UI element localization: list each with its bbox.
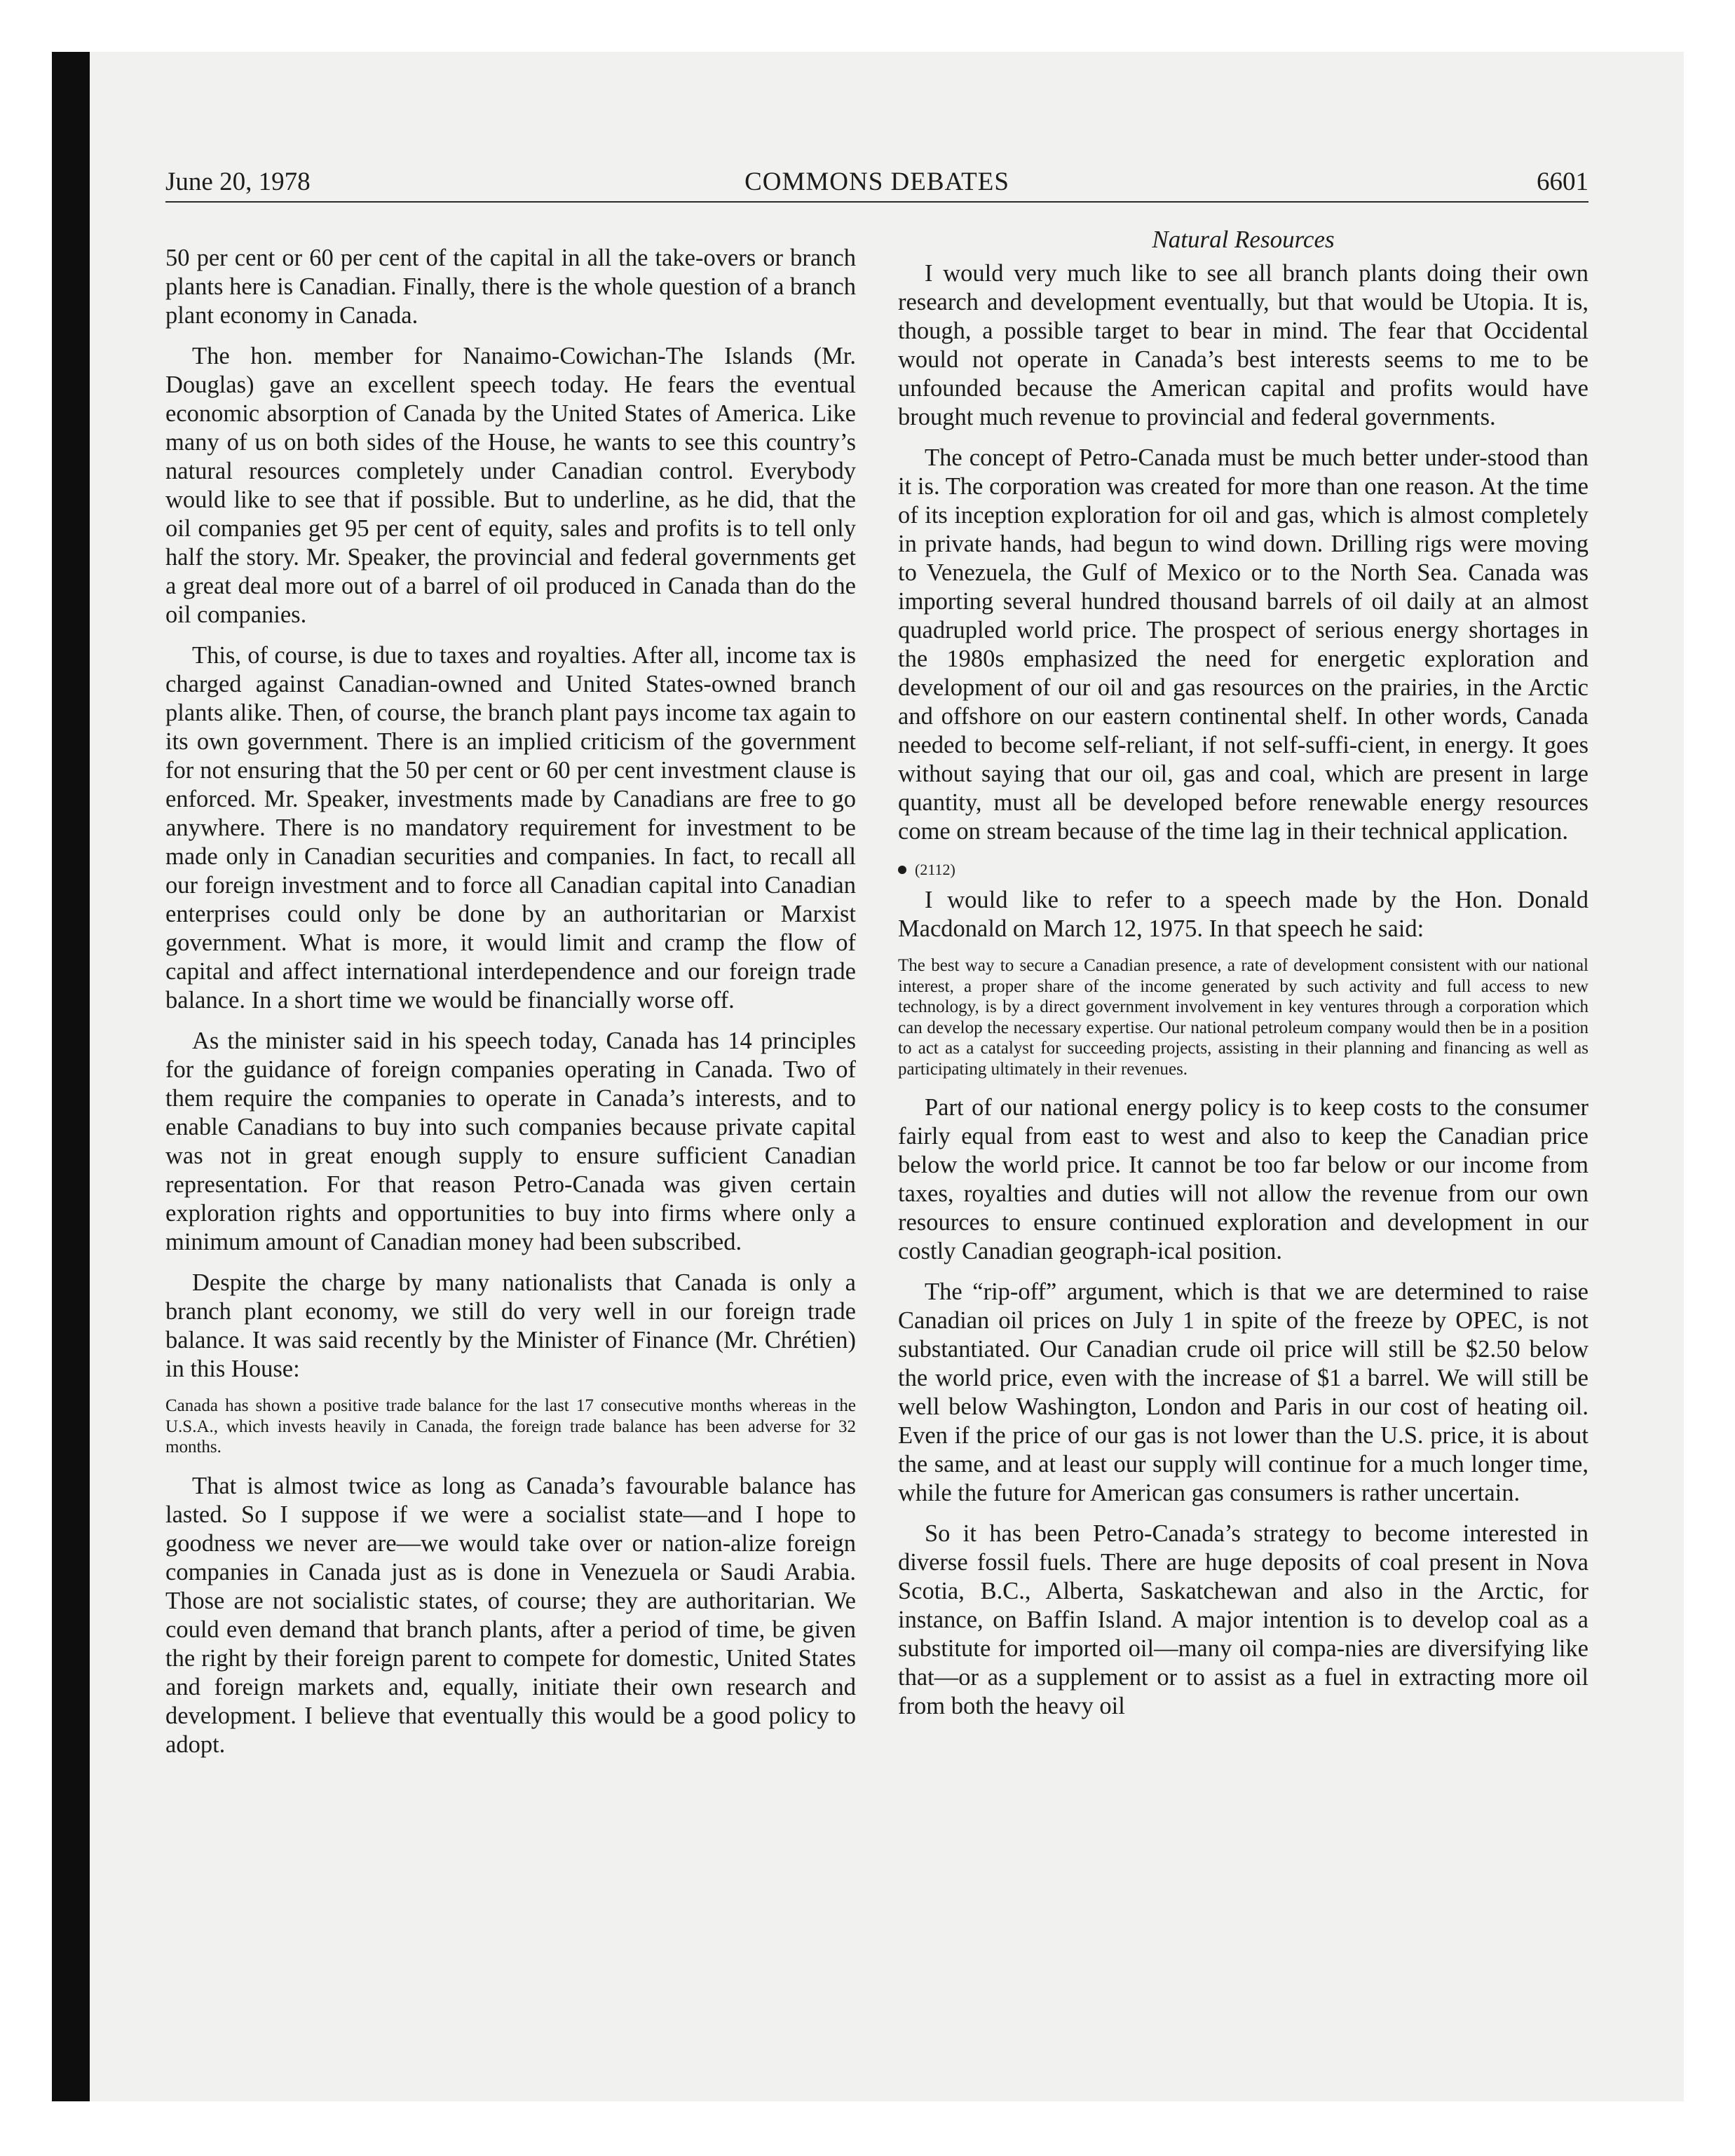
bullet-icon — [898, 866, 906, 874]
page-header — [165, 164, 1588, 200]
paragraph: As the minister said in his speech today, Canada has 14 principles for the guidance of foreign companies operating in Canada. Two of them require the companies to operate in Canada’s interests, and to enable Canadians to buy into such companies because private capital was not in great enough supply to ensure sufficient Canadian representation. For that reason Petro-Canada was given certain exploration rights and opportunities to buy into firms where only a minimum amount of Canadian money had been subscribed. — [165, 1028, 856, 1255]
paragraph: So it has been Petro-Canada’s strategy to become interested in diverse fossil fuels. There are huge deposits of coal present in Nova Scotia, B.C., Alberta, Saskatchewan and also in the Arctic, for instance, on Baffin Island. A major intention is to develop coal as a substitute for imported oil—many oil compa-nies are diversifying like that—or as a supplement or to assist as a fuel in extracting more oil from both the heavy oil — [898, 1520, 1588, 1719]
scan-binding-edge — [52, 52, 90, 2101]
header-title: COMMONS DEBATES — [744, 168, 1009, 196]
time-stamp-text: (2112) — [915, 861, 955, 878]
right-column — [898, 224, 1588, 1733]
section-title: Natural Resources — [1152, 226, 1335, 253]
paragraph: The concept of Petro-Canada must be much better under-stood than it is. The corporation was created for more than one reason. At the time of its inception exploration for oil and gas, which is almost completely in private hands, had begun to wind down. Drilling rigs were moving to Venezuela, the Gulf of Mexico or to the North Sea. Canada was importing several hundred thousand barrels of oil daily at an almost quadrupled world price. The prospect of serious energy shortages in the 1980s emphasized the need for energetic exploration and development of our oil and gas resources on the prairies, in the Arctic and offshore on our eastern continental shelf. In other words, Canada needed to become self-reliant, if not self-suffi-cient, in energy. It goes without saying that our oil, gas and coal, which are present in large quantity, must all be developed before renewable energy resources come on stream because of the time lag in their technical application. — [898, 444, 1588, 845]
paragraph: This, of course, is due to taxes and royalties. After all, income tax is charged against Canadian-owned and United States-owned branch plants alike. Then, of course, the branch plant pays income tax again to its own government. There is an implied criticism of the government for not ensuring that the 50 per cent or 60 per cent investment clause is enforced. Mr. Speaker, investments made by Canadians are free to go anywhere. There is no mandatory requirement for investment to be made only in Canadian securities and companies. In fact, to recall all our foreign investment and to force all Canadian capital into Canadian enterprises could only be done by an authoritarian or Marxist government. What is more, it would limit and cramp the flow of capital and affect international interdependence and our foreign trade balance. In a short time we would be financially worse off. — [165, 642, 856, 1014]
header-date: June 20, 1978 — [165, 168, 311, 196]
paragraph: That is almost twice as long as Canada’s favourable balance has lasted. So I suppose if we were a socialist state—and I hope to goodness we never are—we would take over or nation-alize foreign companies in Canada just as is done in Venezuela or Saudi Arabia. Those are not socialistic states, of course; they are authoritarian. We could even demand that branch plants, after a period of time, be given the right by their foreign parent to compete for domestic, United States and foreign markets and, equally, initiate their own research and development. I believe that eventually this would be a good policy to adopt. — [165, 1472, 856, 1758]
paragraph: Part of our national energy policy is to keep costs to the consumer fairly equal from east to west and also to keep the Canadian price below the world price. It cannot be too far below or our income from taxes, royalties and duties will not allow the revenue from our own resources to ensure continued exploration and development in our costly Canadian geograph-ical position. — [898, 1094, 1588, 1264]
paragraph: The “rip-off” argument, which is that we are determined to raise Canadian oil prices on July 1 in spite of the freeze by OPEC, is not substantiated. Our Canadian crude oil price will still be $2.50 below the world price, even with the increase of $1 a barrel. We will still be well below Washington, London and Paris in our cost of heating oil. Even if the price of our gas is not lower than the U.S. price, it is about the same, and at least our supply will continue for a much longer time, while the future for American gas consumers is rather uncertain. — [898, 1278, 1588, 1506]
block-quote: Canada has shown a positive trade balance for the last 17 consecutive months whereas in the U.S.A., which invests heavily in Canada, the foreign trade balance has been adverse for 32 months. — [165, 1396, 856, 1456]
paragraph: 50 per cent or 60 per cent of the capital in all the take-overs or branch plants here is Canadian. Finally, there is the whole question of a branch plant economy in Canada. — [165, 245, 856, 329]
block-quote: The best way to secure a Canadian presence, a rate of development consistent with our national interest, a proper share of the income generated by such activity and full access to new technology, is by a direct government involvement in key ventures through a corporation which can develop the necessary expertise. Our national petroleum company would then be in a position to act as a catalyst for succeeding projects, assisting in their planning and financing as well as participating ultimately in their revenues. — [898, 956, 1588, 1079]
time-stamp — [898, 858, 1588, 882]
header-page-number: 6601 — [1537, 168, 1588, 196]
left-column — [165, 244, 856, 1771]
paragraph: The hon. member for Nanaimo-Cowichan-The Islands (Mr. Douglas) gave an excellent speech today. He fears the eventual economic absorption of Canada by the United States of America. Like many of us on both sides of the House, he wants to see this country’s natural resources completely under Canadian control. Everybody would like to see that if possible. But to underline, as he did, that the oil companies get 95 per cent of equity, sales and profits is to tell only half the story. Mr. Speaker, the provincial and federal governments get a great deal more out of a barrel of oil produced in Canada than do the oil companies. — [165, 343, 856, 628]
paragraph: I would like to refer to a speech made by the Hon. Donald Macdonald on March 12, 1975. In that speech he said: — [898, 887, 1588, 942]
header-rule — [165, 201, 1588, 203]
paragraph: Despite the charge by many nationalists that Canada is only a branch plant economy, we still do very well in our foreign trade balance. It was said recently by the Minister of Finance (Mr. Chrétien) in this House: — [165, 1269, 856, 1382]
paragraph: I would very much like to see all branch plants doing their own research and development eventually, but that would be Utopia. It is, though, a possible target to bear in mind. The fear that Occidental would not operate in Canada’s best interests seems to me to be unfounded because the American capital and profits would have brought much revenue to provincial and federal governments. — [898, 260, 1588, 430]
